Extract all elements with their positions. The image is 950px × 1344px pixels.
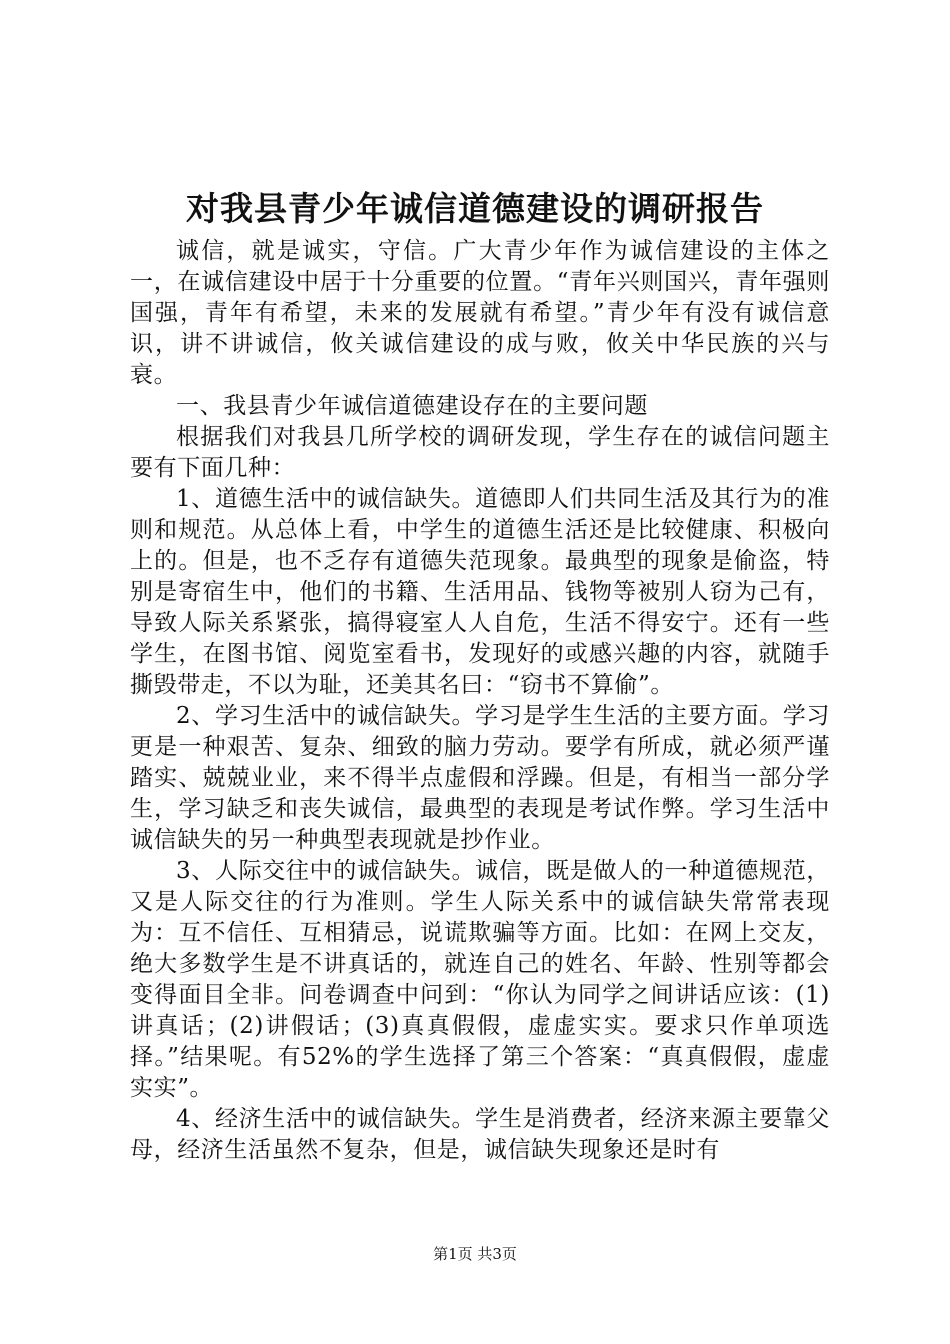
section-heading: 一、我县青少年诚信道德建设存在的主要问题 [176,393,648,419]
paragraph-item-4: 4、经济生活中的诚信缺失。学生是消费者，经济来源主要靠父母，经济生活虽然不复杂，但是，诚信缺失现象还是时有 [130,1106,830,1163]
paragraph-item-2: 2、学习生活中的诚信缺失。学习是学生生活的主要方面。学习更是一种艰苦、复杂、细致的脑力劳动。要学有所成，就必须严谨踏实、兢兢业业，来不得半点虚假和浮躁。但是，有相当一部分学生，学习缺乏和丧失诚信，最典型的表现是考试作弊。学习生活中诚信缺失的另一种典型表现就是抄作业。 [130,703,830,853]
paragraph-item-3: 3、人际交往中的诚信缺失。诚信，既是做人的一种道德规范，又是人际交往的行为准则。学生人际关系中的诚信缺失常常表现为：互不信任、互相猜忌，说谎欺骗等方面。比如：在网上交友，绝大多数学生是不讲真话的，就连自己的姓名、年龄、性别等都会变得面目全非。问卷调查中问到：“你认为同学之间讲话应该：(1)讲真话；(2)讲假话；(3)真真假假，虚虚实实。要求只作单项选择。”结果呢。有52%的学生选择了第三个答案：“真真假假，虚虚实实”。 [130,858,830,1101]
paragraph-intro: 诚信，就是诚实，守信。广大青少年作为诚信建设的主体之一，在诚信建设中居于十分重要的位置。“青年兴则国兴，青年强则国强，青年有希望，未来的发展就有希望。”青少年有没有诚信意识，讲不讲诚信，攸关诚信建设的成与败，攸关中华民族的兴与衰。 [130,238,830,388]
document-body [130,236,830,1166]
paragraph-item-1: 1、道德生活中的诚信缺失。道德即人们共同生活及其行为的准则和规范。从总体上看，中学生的道德生活还是比较健康、积极向上的。但是，也不乏存有道德失范现象。最典型的现象是偷盗，特别是寄宿生中，他们的书籍、生活用品、钱物等被别人窃为己有，导致人际关系紧张，搞得寝室人人自危，生活不得安宁。还有一些学生，在图书馆、阅览室看书，发现好的或感兴趣的内容，就随手撕毁带走，不以为耻，还美其名曰：“窃书不算偷”。 [130,486,830,698]
page-footer: 第1页 共3页 [433,1245,517,1263]
document-title: 对我县青少年诚信道德建设的调研报告 [186,189,764,228]
paragraph-survey: 根据我们对我县几所学校的调研发现，学生存在的诚信问题主要有下面几种： [130,424,830,481]
